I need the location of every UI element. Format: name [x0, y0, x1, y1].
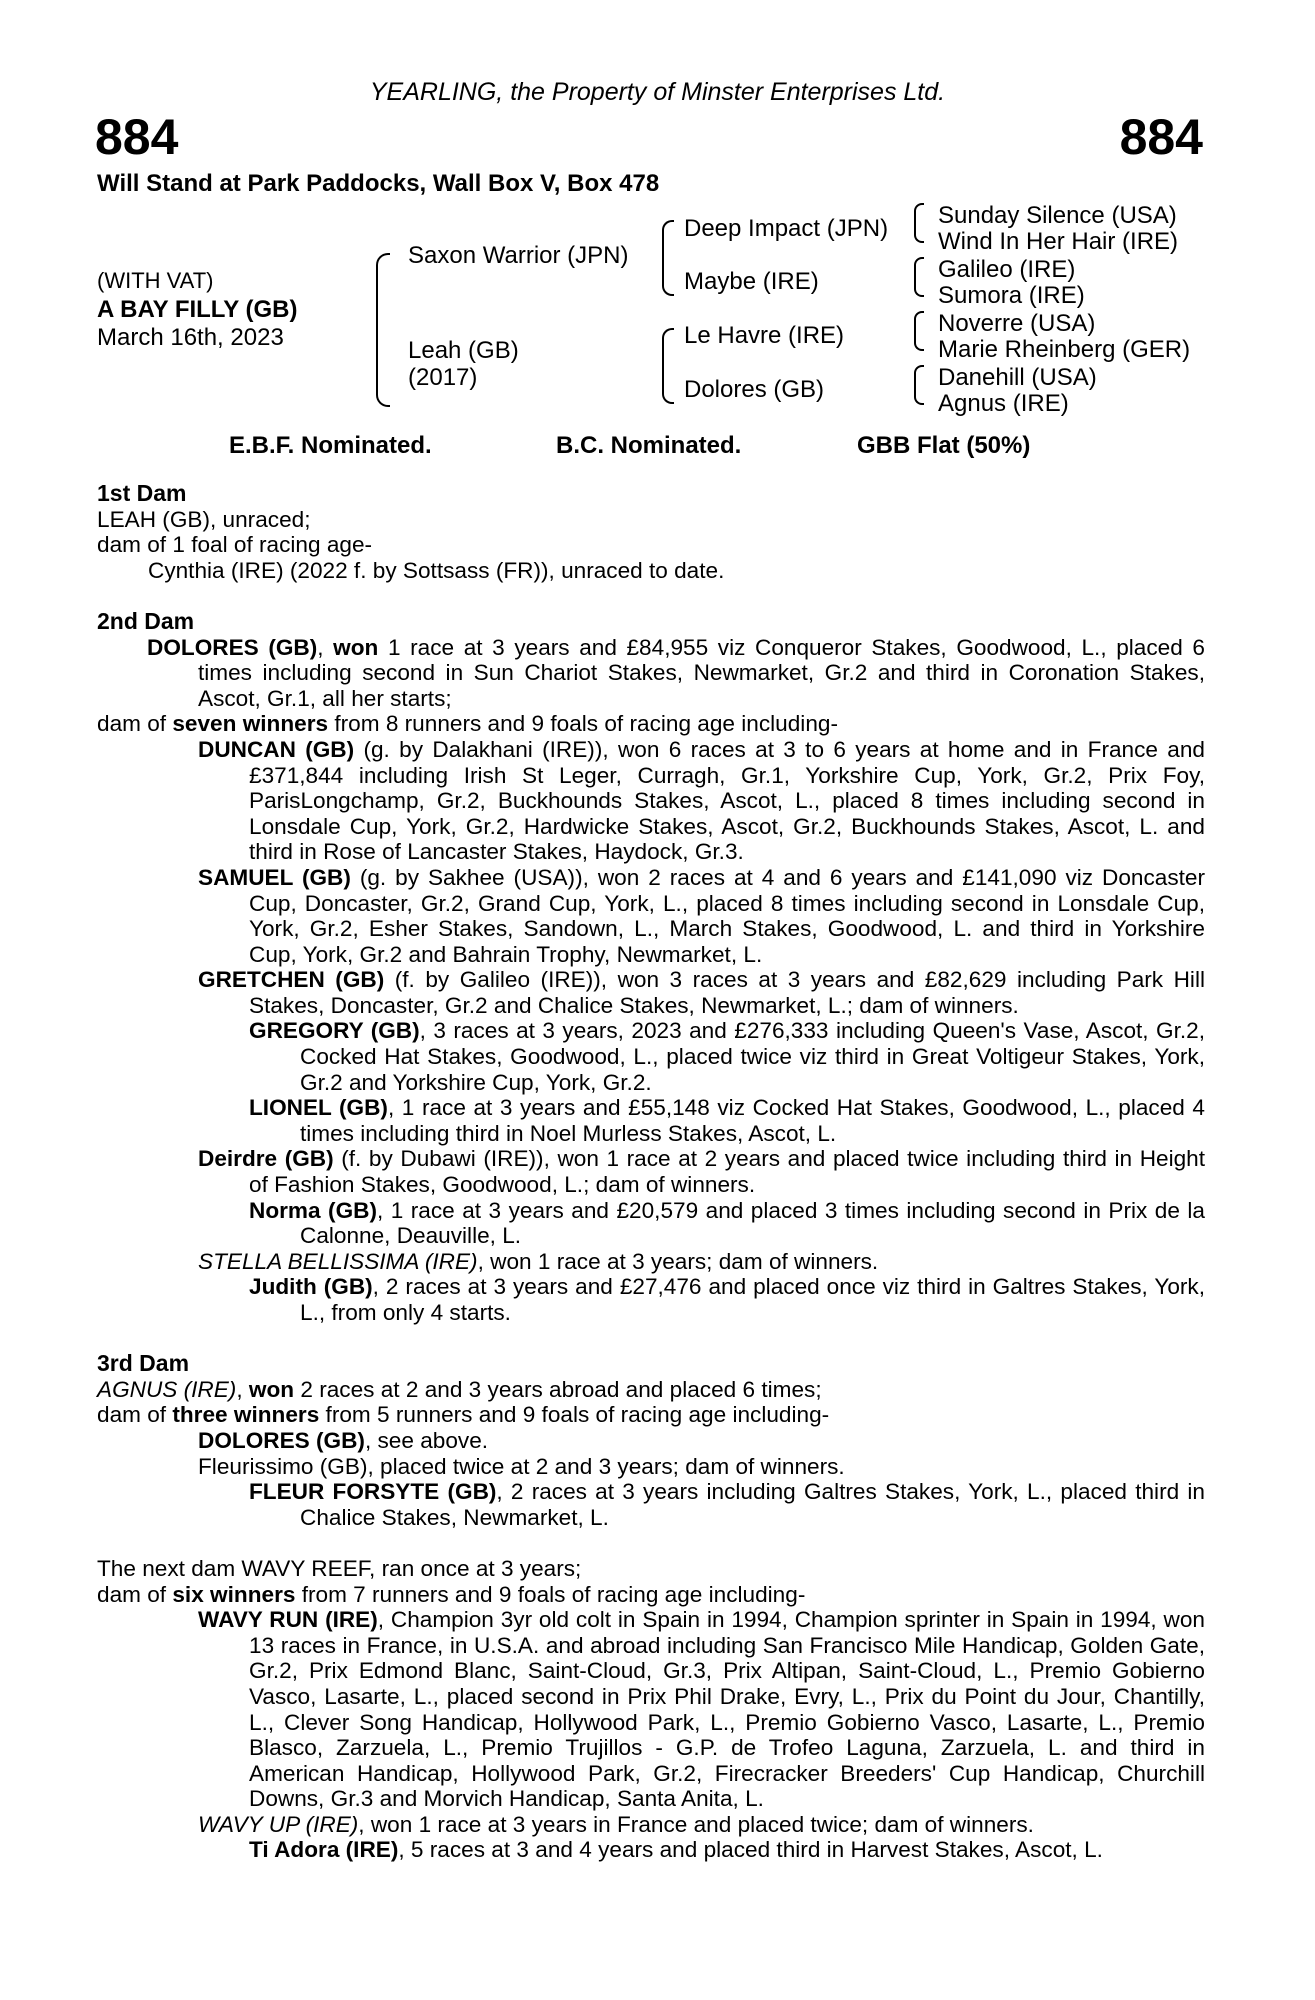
horse-dolores-ref: DOLORES (GB)	[198, 1427, 365, 1453]
brace-sd	[914, 257, 924, 297]
entry-ti-adora	[97, 1837, 1205, 1863]
winners-count: three winners	[172, 1402, 320, 1428]
horse-stella: STELLA BELLISSIMA (IRE)	[198, 1248, 478, 1274]
ebf-nomination: E.B.F. Nominated.	[229, 432, 432, 459]
dam-name: Leah (GB)	[408, 337, 519, 364]
gg-dds: Danehill (USA)	[938, 364, 1097, 391]
horse-deirdre: Deirdre (GB)	[198, 1146, 334, 1172]
gg-dsd: Marie Rheinberg (GER)	[938, 336, 1191, 363]
entry-judith	[97, 1274, 1205, 1325]
sire-dam: Maybe (IRE)	[684, 268, 819, 295]
record-text: , see above.	[364, 1427, 489, 1453]
catalogue-subtitle: YEARLING, the Property of Minster Enterprises Ltd.	[369, 78, 946, 106]
horse-wavy-run: WAVY RUN (IRE)	[198, 1607, 378, 1633]
text: from 5 runners and 9 foals of racing age including-	[319, 1402, 830, 1428]
brace-main	[376, 253, 390, 407]
horse-gregory: GREGORY (GB)	[249, 1018, 420, 1044]
gg-sss: Sunday Silence (USA)	[938, 202, 1177, 229]
entry-dolores-ref	[97, 1428, 1205, 1454]
first-dam-line: LEAH (GB), unraced;	[97, 506, 311, 532]
entry-duncan	[97, 737, 1205, 865]
second-dam-heading: 2nd Dam	[97, 607, 195, 634]
entry-deirdre	[97, 1146, 1205, 1197]
horse-wavy-up: WAVY UP (IRE)	[198, 1811, 359, 1837]
entry-lionel	[97, 1095, 1205, 1146]
entry-gretchen	[97, 967, 1205, 1018]
produce-record	[97, 481, 1205, 1863]
horse-gretchen: GRETCHEN (GB)	[198, 967, 385, 993]
gg-ssd: Wind In Her Hair (IRE)	[938, 228, 1179, 255]
record-text: , 5 races at 3 and 4 years and placed third in Harvest Stakes, Ascot, L.	[398, 1837, 1103, 1863]
horse-name: A BAY FILLY (GB)	[97, 296, 298, 323]
brace-ss	[914, 203, 924, 243]
next-dam-produce	[97, 1582, 1205, 1608]
entry-samuel	[97, 865, 1205, 967]
horse-fleur-forsyte: FLEUR FORSYTE (GB)	[249, 1479, 497, 1505]
third-dam-heading: 3rd Dam	[97, 1350, 190, 1377]
gg-ddd: Agnus (IRE)	[938, 390, 1069, 417]
text: dam of	[97, 1581, 173, 1607]
entry-fleurissimo: Fleurissimo (GB), placed twice at 2 and 3 years; dam of winners.	[198, 1453, 845, 1479]
entry-stella	[97, 1249, 1205, 1275]
gg-sdd: Sumora (IRE)	[938, 282, 1085, 309]
brace-dd	[914, 365, 924, 405]
record-text: (g. by Sakhee (USA)), won 2 races at 4 and 6 years and £141,090 viz Doncaster Cup, Doncaster, Gr.2, Grand Cup, York, L., placed 8 times including second in Lonsdale Cup, York, Gr.2, Esher Stakes, Sandown, L., March Stakes, Goodwood, L. and third in Yorkshire Cup, York, Gr.2 and Bahrain Trophy, Newmarket, L.	[249, 864, 1206, 967]
horse-norma: Norma (GB)	[249, 1197, 377, 1223]
record-text: , 1 race at 3 years and £55,148 viz Cocked Hat Stakes, Goodwood, L., placed 4 times including third in Noel Murless Stakes, Ascot, L.	[300, 1095, 1205, 1146]
horse-ti-adora: Ti Adora (IRE)	[249, 1837, 399, 1863]
winners-count: seven winners	[172, 711, 329, 737]
brace-ds	[914, 311, 924, 351]
brace-sire	[662, 220, 674, 296]
third-dam-record	[97, 1377, 1205, 1403]
first-dam-foal: Cynthia (IRE) (2022 f. by Sottsass (FR)), unraced to date.	[148, 557, 725, 583]
lot-number-left: 884	[95, 109, 179, 165]
horse-agnus: AGNUS (IRE)	[97, 1376, 237, 1402]
dam-dam: Dolores (GB)	[684, 376, 825, 403]
record-text: , won 1 race at 3 years in France and placed twice; dam of winners.	[358, 1811, 1034, 1837]
record-text: 1 race at 3 years and £84,955 viz Conqueror Stakes, Goodwood, L., placed 6 times including second in Sun Chariot Stakes, Newmarket, Gr.2 and third in Coronation Stakes, Ascot, Gr.1, all her starts;	[198, 634, 1205, 711]
record-text: , won 1 race at 3 years; dam of winners.	[477, 1248, 879, 1274]
winners-count: six winners	[172, 1581, 296, 1607]
entry-wavy-run	[97, 1607, 1205, 1812]
sire-sire: Deep Impact (JPN)	[684, 215, 889, 242]
horse-judith: Judith (GB)	[249, 1274, 373, 1300]
first-dam-produce: dam of 1 foal of racing age-	[97, 532, 373, 558]
foaling-date: March 16th, 2023	[97, 324, 284, 351]
sire-name: Saxon Warrior (JPN)	[408, 242, 629, 269]
text: dam of	[97, 711, 173, 737]
record-text: (f. by Galileo (IRE)), won 3 races at 3 years and £82,629 including Park Hill Stakes, Doncaster, Gr.2 and Chalice Stakes, Newmarket, L.; dam of winners.	[249, 967, 1205, 1018]
text: ,	[236, 1376, 249, 1402]
text: from 8 runners and 9 foals of racing age including-	[328, 711, 838, 737]
record-text: (g. by Dalakhani (IRE)), won 6 races at 3 to 6 years at home and in France and £371,844 including Irish St Leger, Curragh, Gr.1, Yorkshire Cup, York, Gr.2, Prix Foy, ParisLongchamp, Gr.2, Buckhounds Stakes, Ascot, L., placed 8 times including second in Lonsdale Cup, York, Gr.2, Hardwicke Stakes, Ascot, Gr.2, Buckhounds Stakes, Ascot, L. and third in Rose of Lancaster Stakes, Haydock, Gr.3.	[249, 736, 1205, 865]
entry-norma	[97, 1198, 1205, 1249]
record-text: 2 races at 2 and 3 years abroad and placed 6 times;	[294, 1376, 822, 1402]
second-dam-produce	[97, 711, 1205, 737]
record-text: (f. by Dubawi (IRE)), won 1 race at 2 years and placed twice including third in Height of Fashion Stakes, Goodwood, L.; dam of winners.	[249, 1146, 1206, 1198]
record-text: , 3 races at 3 years, 2023 and £276,333 including Queen's Vase, Ascot, Gr.2, Cocked Hat Stakes, Goodwood, L., placed twice viz third in Great Voltigeur Stakes, York, Gr.2 and Yorkshire Cup, York, Gr.2.	[300, 1018, 1205, 1095]
vat-note: (WITH VAT)	[97, 268, 214, 293]
horse-dolores: DOLORES (GB)	[147, 634, 318, 660]
entry-wavy-up	[97, 1812, 1205, 1838]
record-text: , 1 race at 3 years and £20,579 and placed 3 times including second in Prix de la Calonne, Deauville, L.	[300, 1197, 1205, 1249]
gg-dss: Noverre (USA)	[938, 310, 1096, 337]
dam-sire: Le Havre (IRE)	[684, 322, 845, 349]
third-dam-produce	[97, 1402, 1205, 1428]
entry-fleur-forsyte	[97, 1479, 1205, 1530]
first-dam-heading: 1st Dam	[97, 480, 187, 506]
won-word: won	[248, 1376, 295, 1402]
lot-number-right: 884	[1119, 109, 1203, 165]
horse-lionel: LIONEL (GB)	[249, 1095, 388, 1121]
horse-duncan: DUNCAN (GB)	[198, 736, 355, 762]
horse-samuel: SAMUEL (GB)	[198, 864, 351, 890]
won-word: won	[333, 634, 379, 660]
stand-location: Will Stand at Park Paddocks, Wall Box V, Box 478	[97, 170, 660, 197]
record-text: , Champion 3yr old colt in Spain in 1994, Champion sprinter in Spain in 1994, won 13 races in France, in U.S.A. and abroad including San Francisco Mile Handicap, Golden Gate, Gr.2, Prix Edmond Blanc, Saint-Cloud, Gr.3, Prix Altipan, Saint-Cloud, L., Premio Gobierno Vasco, Lasarte, L., placed second in Prix Phil Drake, Evry, L., Prix du Point du Jour, Chantilly, L., Clever Song Handicap, Hollywood Park, L., Premio Gobierno Vasco, Lasarte, L., Premio Blasco, Zarzuela, L., Premio Trujillos - G.P. de Trofeo Laguna, Zarzuela, L. and third in American Handicap, Hollywood Park, Gr.2, Firecracker Breeders' Cup Handicap, Churchill Downs, Gr.3 and Morvich Handicap, Santa Anita, L.	[249, 1607, 1205, 1812]
second-dam-record: DOLORES (GB), won 1 race at 3 years and £84,955 viz Conqueror Stakes, Goodwood, L., placed 6 times including second in Sun Chariot Stakes, Newmarket, Gr.2 and third in Coronation Stakes, Ascot, Gr.1, all her starts;	[147, 634, 1205, 711]
bc-nomination: B.C. Nominated.	[556, 432, 742, 459]
brace-dam	[662, 328, 674, 404]
text: from 7 runners and 9 foals of racing age including-	[295, 1581, 806, 1607]
next-dam-record: The next dam WAVY REEF, ran once at 3 years;	[97, 1555, 582, 1581]
dam-year: (2017)	[408, 364, 478, 391]
text: dam of	[97, 1402, 173, 1428]
entry-gregory	[97, 1018, 1205, 1095]
record-text: , 2 races at 3 years and £27,476 and placed once viz third in Galtres Stakes, York, L., from only 4 starts.	[300, 1274, 1205, 1325]
gg-sds: Galileo (IRE)	[938, 256, 1076, 283]
gbb-flat: GBB Flat (50%)	[857, 432, 1031, 459]
record-text: , 2 races at 3 years including Galtres Stakes, York, L., placed third in Chalice Stakes, Newmarket, L.	[300, 1479, 1205, 1530]
